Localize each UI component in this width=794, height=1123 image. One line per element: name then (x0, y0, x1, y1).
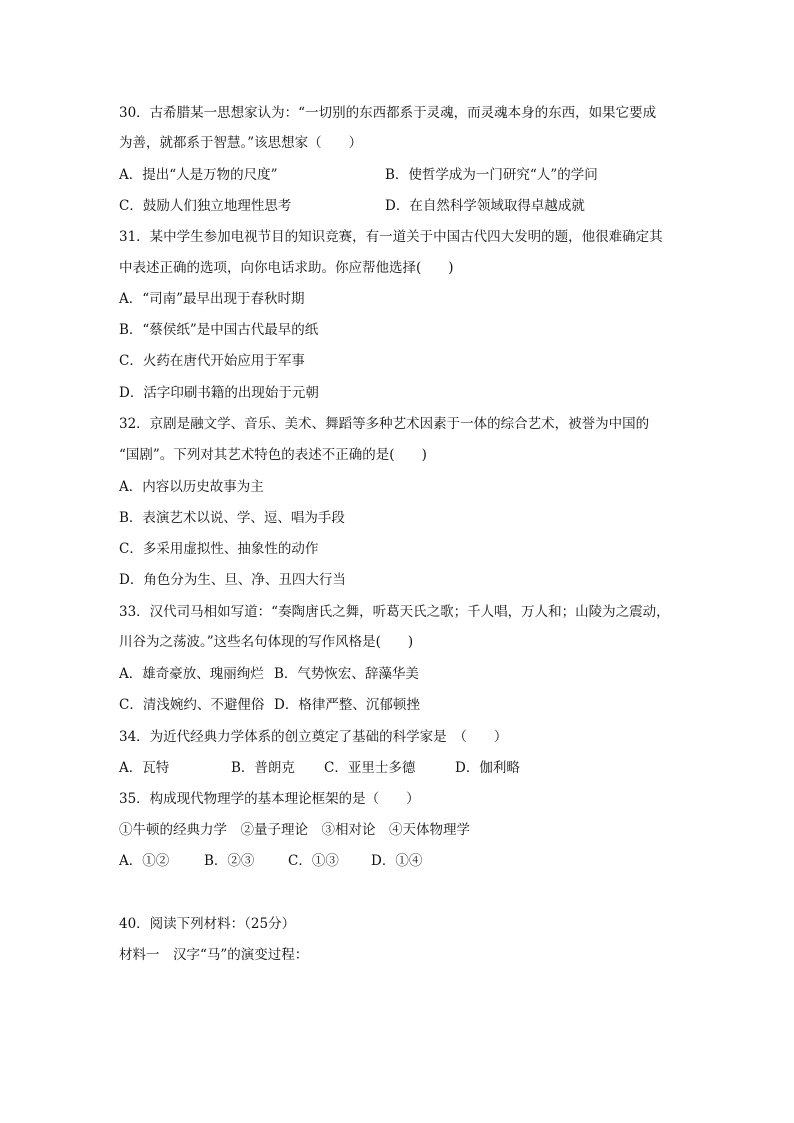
q34-option-d: D．伽利略 (455, 760, 520, 776)
q30-stem-line2: 为善，就都系于智慧。”该思想家（ ） (119, 135, 363, 151)
q35-items: ①牛顿的经典力学 ②量子理论 ③相对论 ④天体物理学 (119, 822, 470, 838)
q33-option-b: B．气势恢宏、辞藻华美 (274, 666, 419, 682)
q33-stem-line2: 川谷为之荡波。”这些名句体现的写作风格是( ) (119, 634, 414, 650)
q31-stem-line2: 中表述正确的选项，向你电话求助。你应帮他选择( ) (119, 260, 454, 276)
q33-option-a: A．雄奇豪放、瑰丽绚烂 (119, 666, 264, 682)
q35-option-b: B．②③ (204, 853, 255, 869)
q32-option-a: A．内容以历史故事为主 (119, 479, 264, 495)
q31-option-b: B．“蔡侯纸”是中国古代最早的纸 (119, 322, 319, 338)
q30-option-b: B．使哲学成为一门研究“人”的学问 (385, 167, 598, 183)
q34-option-a: A．瓦特 (119, 760, 170, 776)
q35-stem: 35．构成现代物理学的基本理论框架的是（ ） (119, 791, 420, 807)
q32-option-b: B．表演艺术以说、学、逗、唱为手段 (119, 510, 345, 526)
q30-option-d: D．在自然科学领域取得卓越成就 (385, 198, 585, 214)
q31-option-c: C．火药在唐代开始应用于军事 (119, 353, 305, 369)
q32-stem-line1: 32．京剧是融文学、音乐、美术、舞蹈等多种艺术因素于一体的综合艺术，被誉为中国的 (119, 416, 650, 432)
q34-option-b: B．普朗克 (231, 760, 295, 776)
q33-option-d: D．格律严整、沉郁顿挫 (274, 697, 420, 713)
q35-option-c: C．①③ (288, 853, 339, 869)
q35-option-d: D．①④ (371, 853, 423, 869)
q30-option-c: C．鼓励人们独立地理性思考 (119, 198, 292, 214)
q33-stem-line1: 33．汉代司马相如写道：“奏陶唐氏之舞，听葛天氏之歌；千人唱，万人和；山陵为之震动， (119, 604, 670, 620)
q32-option-d: D．角色分为生、旦、净、丑四大行当 (119, 572, 346, 588)
q31-stem-line1: 31．某中学生参加电视节目的知识竞赛，有一道关于中国古代四大发明的题，他很难确定其 (119, 229, 663, 245)
q33-option-c: C．清浅婉约、不避俚俗 (119, 697, 265, 713)
q32-option-c: C．多采用虚拟性、抽象性的动作 (119, 541, 319, 557)
q34-option-c: C．亚里士多德 (324, 760, 416, 776)
q31-option-d: D．活字印刷书籍的出现始于元朝 (119, 385, 319, 401)
q40-stem: 40．阅读下列材料：（25分） (119, 916, 296, 932)
q30-option-a: A．提出“人是万物的尺度” (119, 167, 278, 183)
q32-stem-line2: “国剧”。下列对其艺术特色的表述不正确的是( ) (119, 447, 427, 463)
q40-material1-label: 材料一 汉字“马”的演变过程： (119, 947, 309, 963)
q30-stem-line1: 30．古希腊某一思想家认为：“一切别的东西都系于灵魂，而灵魂本身的东西，如果它要成 (119, 105, 657, 121)
q34-stem: 34．为近代经典力学体系的创立奠定了基础的科学家是 （ ） (119, 729, 508, 745)
q31-option-a: A．“司南”最早出现于春秋时期 (119, 291, 305, 307)
q35-option-a: A．①② (119, 853, 170, 869)
